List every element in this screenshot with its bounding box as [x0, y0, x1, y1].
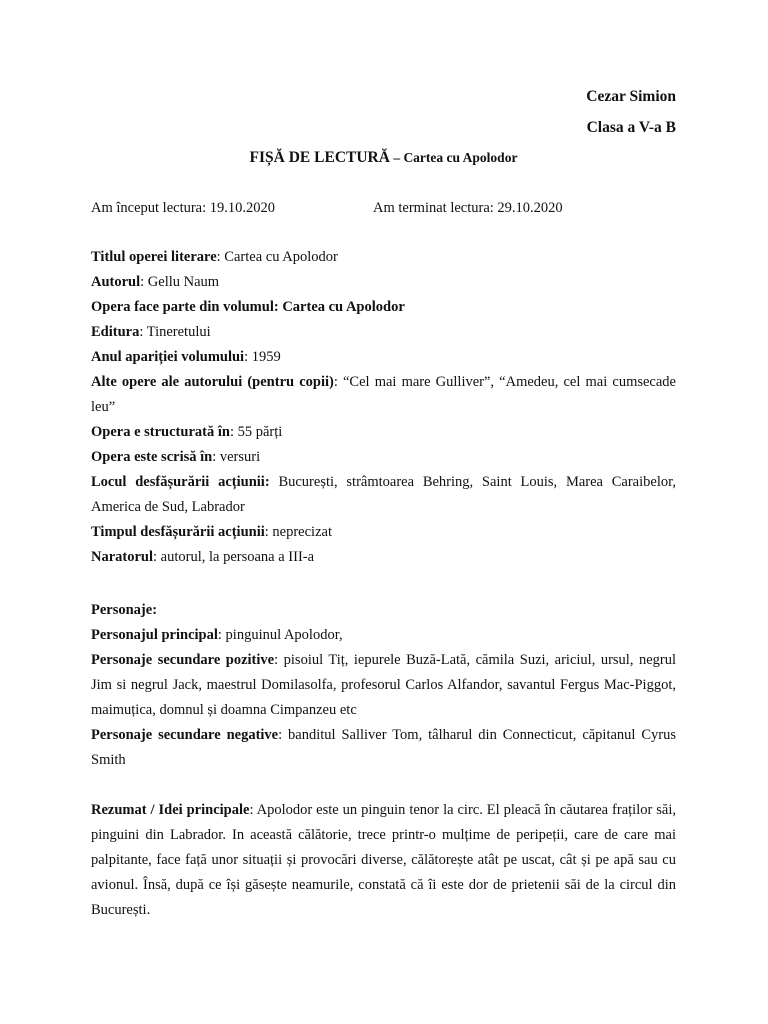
info-label: Opera face parte din volumul	[91, 299, 274, 315]
student-class: Clasa a V-a B	[586, 119, 676, 136]
student-name: Cezar Simion	[586, 88, 676, 105]
title-book: Cartea cu Apolodor	[403, 150, 518, 165]
info-value: București, strâmtoarea Behring, Saint Louis, Marea Caraibelor, America de Sud, Labrador	[91, 474, 676, 515]
summary-text: : Apolodor este un pinguin tenor la circ. El pleacă în căutarea fraților săi, pinguini din Labrador. In această călătorie, trece printr-o mulțime de peripeții, care de care mai palpitante, face față unor situații și provocări diverse, călătorește atât pe uscat, cât și pe apă sau cu avionul. Însă, după ce își găsește neamurile, constată că îi este dor de prietenii săi de la circul din București.	[91, 802, 676, 918]
info-time	[91, 520, 676, 545]
characters-section	[91, 598, 676, 773]
start-date-value: 19.10.2020	[209, 200, 276, 216]
info-label: Autorul	[91, 274, 141, 290]
info-value: : 1959	[244, 349, 281, 365]
info-value-bold: Cartea cu Apolodor	[282, 299, 405, 315]
title-main: FIȘĂ DE LECTURĂ	[249, 149, 390, 166]
info-form	[91, 445, 676, 470]
info-volume	[91, 295, 676, 320]
reading-dates	[91, 196, 676, 221]
info-label: Opera este scrisă în	[91, 449, 213, 465]
info-other-works	[91, 370, 676, 420]
info-label: Anul apariției volumului	[91, 349, 245, 365]
character-value: : banditul Salliver Tom, tâlharul din Connecticut, căpitanul Cyrus Smith	[91, 727, 677, 768]
info-place	[91, 470, 676, 520]
end-date	[373, 196, 563, 221]
character-positive	[91, 648, 676, 723]
info-value: : Gellu Naum	[140, 274, 220, 290]
summary-label: Rezumat / Idei principale	[91, 802, 250, 818]
info-author	[91, 270, 676, 295]
title-dash: –	[389, 150, 404, 165]
end-date-label: Am terminat lectura:	[373, 200, 498, 216]
info-value: : neprecizat	[264, 524, 332, 540]
info-title	[91, 245, 676, 270]
start-date-label: Am început lectura:	[91, 200, 210, 216]
info-label: Editura	[91, 324, 140, 340]
info-label: Timpul desfășurării acțiunii	[91, 524, 265, 540]
info-label: Titlul operei literare	[91, 249, 217, 265]
info-label: Alte opere ale autorului (pentru copii)	[91, 374, 334, 390]
summary-section	[91, 798, 676, 923]
character-value: : pinguinul Apolodor,	[217, 627, 343, 643]
character-negative	[91, 723, 676, 773]
info-year	[91, 345, 676, 370]
start-date	[91, 200, 275, 216]
info-value: : Tineretului	[139, 324, 211, 340]
info-value: : “Cel mai mare Gulliver”, “Amedeu, cel mai cumsecade leu”	[91, 374, 676, 415]
info-value: : 55 părți	[229, 424, 283, 440]
info-publisher	[91, 320, 676, 345]
info-value: : Cartea cu Apolodor	[216, 249, 338, 265]
character-label: Personaje secundare negative	[91, 727, 279, 743]
characters-heading: Personaje:	[91, 602, 158, 618]
info-label: Opera e structurată în	[91, 424, 230, 440]
info-narrator	[91, 545, 676, 570]
character-label: Personajul principal	[91, 627, 218, 643]
info-value: :	[273, 299, 283, 315]
info-label: Naratorul	[91, 549, 154, 565]
document-title	[91, 145, 676, 171]
info-label: Locul desfășurării acțiunii:	[91, 474, 270, 490]
character-main	[91, 623, 676, 648]
end-date-value: 29.10.2020	[497, 200, 563, 216]
character-label: Personaje secundare pozitive	[91, 652, 275, 668]
info-value: : versuri	[212, 449, 261, 465]
character-value: : pisoiul Tiț, iepurele Buză-Lată, cămila Suzi, ariciul, ursul, negrul Jim si negrul Jack, maestrul Domilasolfa, profesorul Carlos Alfandor, savantul Fergus Mac-Piggot, maimuțica, domnul și doamna Cimpanzeu etc	[91, 652, 676, 718]
info-structure	[91, 420, 676, 445]
info-value: : autorul, la persoana a III-a	[153, 549, 315, 565]
book-info	[91, 245, 676, 570]
